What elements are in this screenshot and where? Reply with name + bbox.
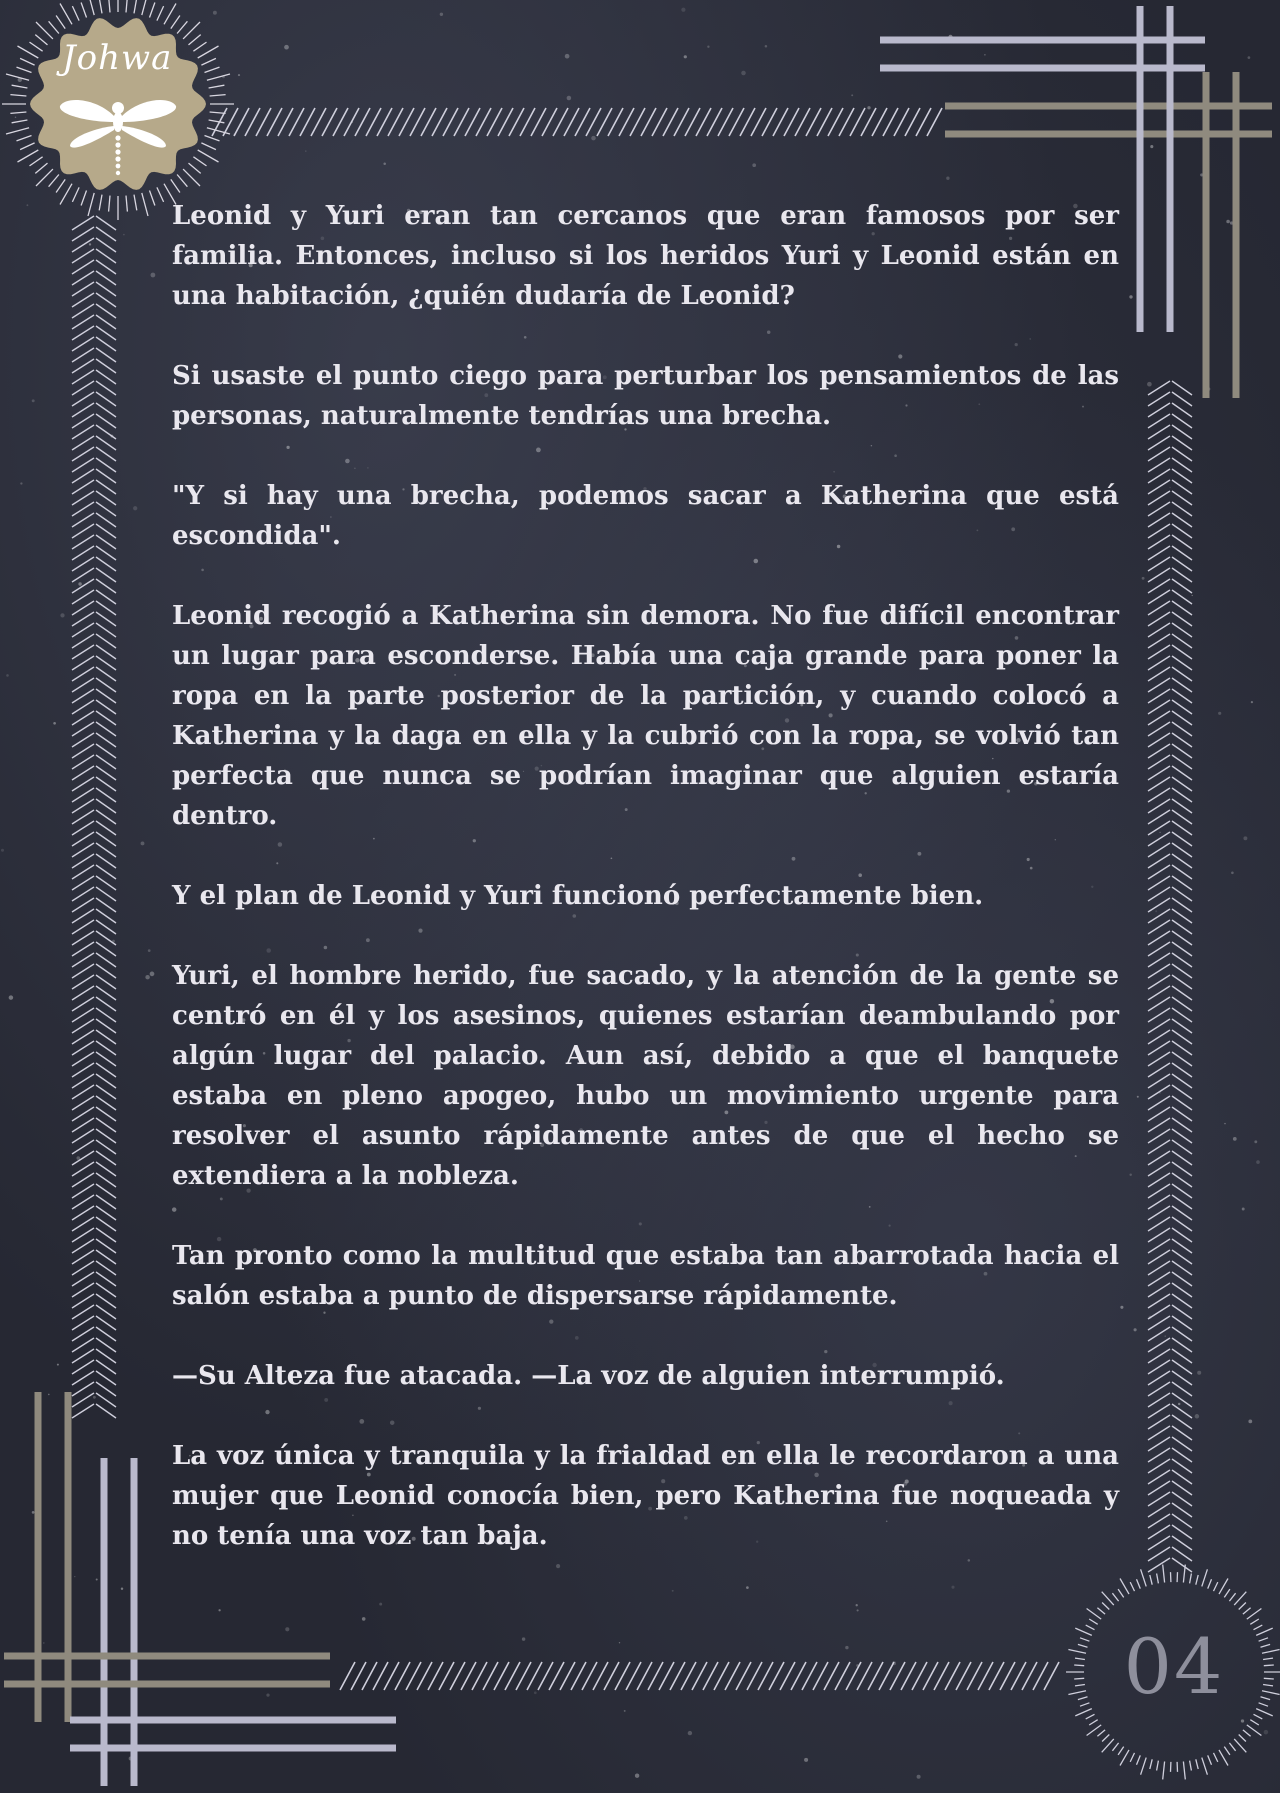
paragraph: "Y si hay una brecha, podemos sacar a Katherina que está escondida". [172,481,1119,551]
page-number: 04 [1123,1622,1225,1711]
logo-text: Johwa [62,38,173,78]
paragraph: Leonid y Yuri eran tan cercanos que eran famosos por ser familia. Entonces, incluso si los heridos Yuri y Leonid están en una habitación, ¿quién dudaría de Leonid? [172,201,1119,311]
dragonfly-icon [56,88,180,188]
story-text [172,196,1119,1596]
right-hatch-border [1148,381,1192,1572]
paragraph: Leonid recogió a Katherina sin demora. No fue difícil encontrar un lugar para esconderse. Había una caja grande para poner la ropa en la parte posterior de la partición, y cuando colocó a Katherina y la daga en ella y la cubrió con la ropa, se volvió tan perfecta que nunca se podrían imaginar que alguien estaría dentro. [172,601,1119,831]
bottom-hatch-border [340,1662,1059,1690]
paragraph: Tan pronto como la multitud que estaba tan abarrotada hacia el salón estaba a punto de dispersarse rápidamente. [172,1241,1119,1311]
paragraph: Y el plan de Leonid y Yuri funcionó perfectamente bien. [172,881,984,911]
paragraph: Yuri, el hombre herido, fue sacado, y la atención de la gente se centró en él y los asesinos, quienes estarían deambulando por algún lugar del palacio. Aun así, debido a que el banquete estaba en pleno apogeo, hubo un movimiento urgente para resolver el asunto rápidamente antes de que el hecho se extendiera a la nobleza. [172,961,1119,1191]
top-hatch-border [212,108,942,136]
paragraph: —Su Alteza fue atacada. —La voz de alguien interrumpió. [172,1361,1005,1391]
left-hatch-border [72,216,116,1418]
paragraph: La voz única y tranquila y la frialdad en ella le recordaron a una mujer que Leonid conocía bien, pero Katherina fue noqueada y no tenía una voz tan baja. [172,1441,1119,1551]
paragraph: Si usaste el punto ciego para perturbar los pensamientos de las personas, naturalmente tendrías una brecha. [172,361,1119,431]
